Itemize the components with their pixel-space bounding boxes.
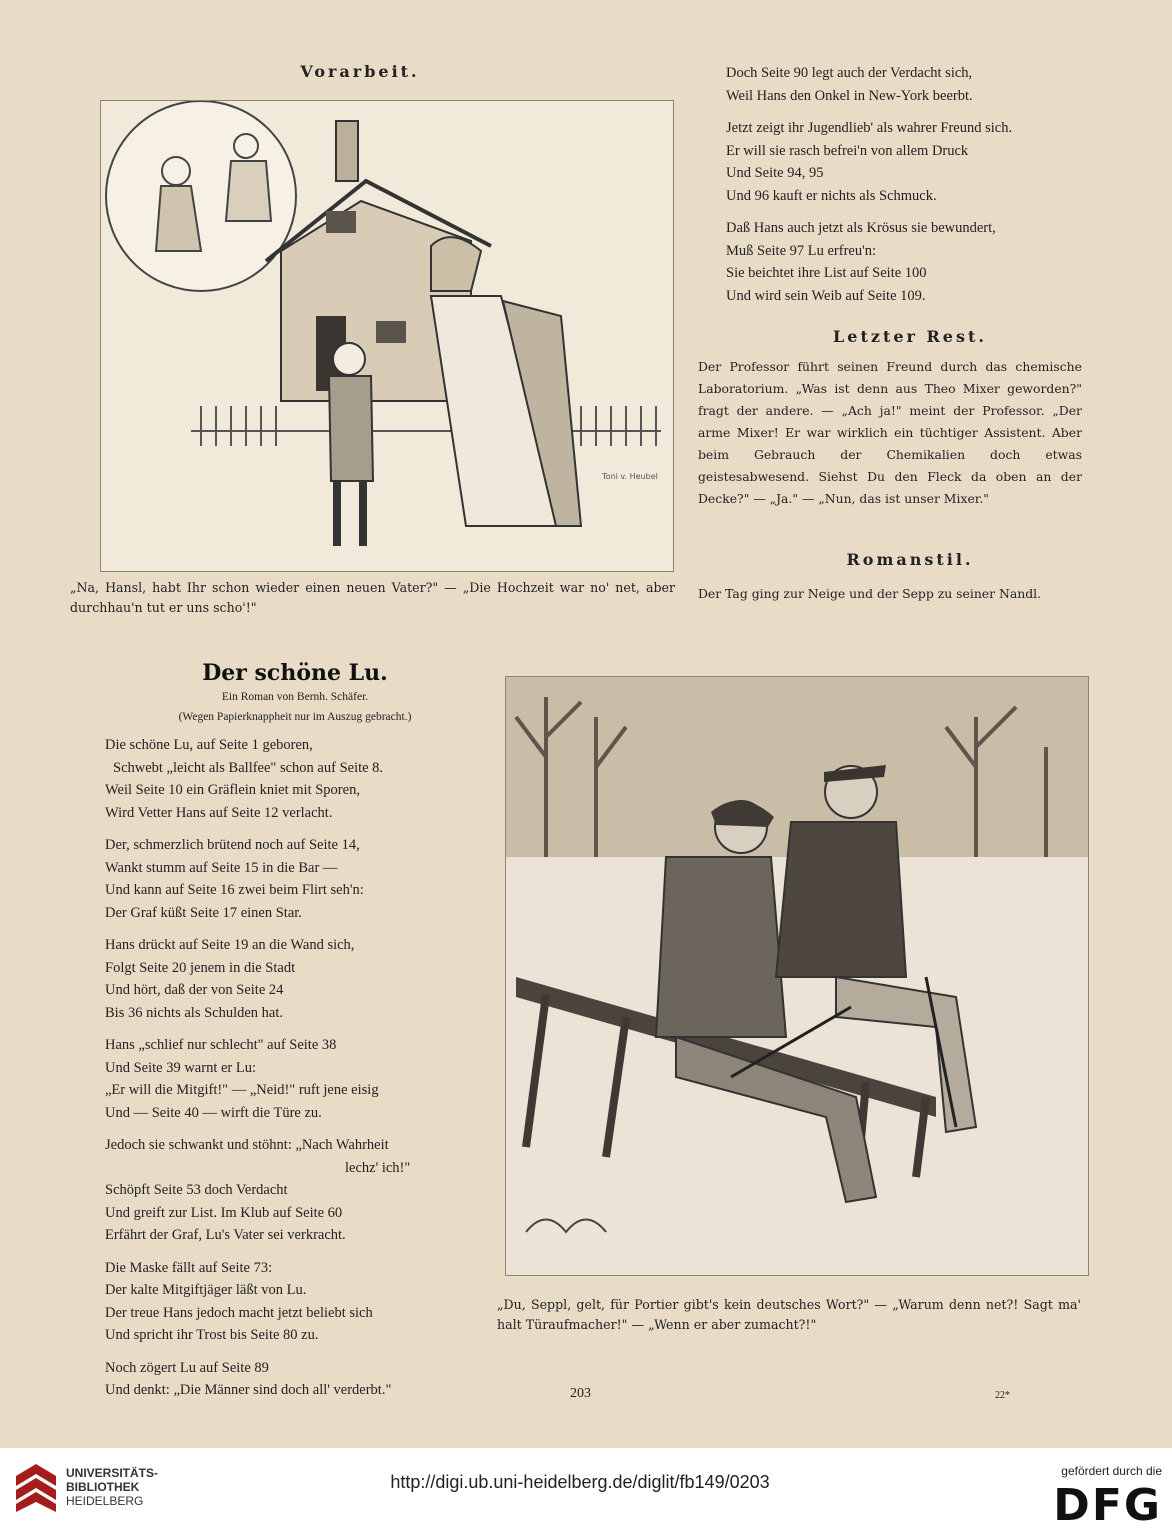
title-letzter-rest: Letzter Rest. <box>833 327 987 346</box>
poem-line: Wird Vetter Hans auf Seite 12 verlacht. <box>105 804 333 821</box>
page-number: 203 <box>570 1386 591 1401</box>
poem-line: Noch zögert Lu auf Seite 89 <box>105 1359 269 1376</box>
poem-stanza <box>726 217 1086 307</box>
library-logo-icon <box>14 1462 58 1514</box>
title-vorarbeit: Vorarbeit. <box>300 62 420 81</box>
poem-stanza <box>105 934 485 1024</box>
poem-line: Und kann auf Seite 16 zwei beim Flirt seh'n: <box>105 882 364 898</box>
poem-stanza <box>105 1357 485 1402</box>
poem-line: Er will sie rasch befrei'n von allem Druck <box>726 142 969 159</box>
cottage-drawing <box>101 101 673 571</box>
bench-drawing <box>506 677 1088 1275</box>
poem-line: Weil Hans den Onkel in New-York beerbt. <box>726 87 973 104</box>
poem-line: Muß Seite 97 Lu erfreu'n: <box>726 242 876 259</box>
poem-line: Jedoch sie schwankt und stöhnt: „Nach Wahrheit <box>105 1137 389 1153</box>
poem-line: Schwebt „leicht als Ballfee" schon auf Seite 8. <box>113 759 384 776</box>
poem-line: Wankt stumm auf Seite 15 in die Bar — <box>105 859 338 876</box>
poem-line: Der kalte Mitgiftjäger läßt von Lu. <box>105 1282 307 1298</box>
woman-headscarf <box>431 237 481 291</box>
artist-signature: Toni v. Heubel <box>602 472 658 481</box>
poem-line: Und Seite 94, 95 <box>726 165 824 181</box>
poem-line: Weil Seite 10 ein Gräflein kniet mit Sporen, <box>105 782 360 798</box>
poem-line: „Er will die Mitgift!" — „Neid!" ruft jene eisig <box>105 1082 379 1098</box>
poem-line: Hans „schlief nur schlecht" auf Seite 38 <box>105 1037 337 1053</box>
cottage-chimney <box>336 121 358 181</box>
poem-line: Erfährt der Graf, Lu's Vater sei verkracht. <box>105 1227 346 1243</box>
fence-pickets <box>201 406 656 446</box>
poem-line: Der, schmerzlich brütend noch auf Seite 14, <box>105 837 360 853</box>
library-name-line: BIBLIOTHEK <box>66 1480 140 1494</box>
poem-line: Schöpft Seite 53 doch Verdacht <box>105 1182 288 1198</box>
poem-line: Daß Hans auch jetzt als Krösus sie bewundert, <box>726 220 996 236</box>
poem-line: Und — Seite 40 — wirft die Türe zu. <box>105 1104 322 1121</box>
poem-stanza <box>105 1257 485 1347</box>
funded-by-label: gefördert durch die <box>1061 1464 1162 1478</box>
poem-line: Und denkt: „Die Männer sind doch all' verderbt." <box>105 1382 392 1398</box>
poem-line: Und greift zur List. Im Klub auf Seite 60 <box>105 1204 343 1221</box>
signature-mark: 22* <box>995 1390 1010 1401</box>
library-name-line: HEIDELBERG <box>66 1494 144 1508</box>
poem-line: Und 96 kauft er nichts als Schmuck. <box>726 187 937 204</box>
cottage-window-upper <box>326 211 356 233</box>
poem-line: lechz' ich!" <box>345 1159 411 1176</box>
boy-legs <box>337 481 363 546</box>
poem-stanza <box>105 734 485 824</box>
poem-line: Jetzt zeigt ihr Jugendlieb' als wahrer Freund sich. <box>726 120 1013 136</box>
poem-lu-continued <box>726 62 1086 317</box>
poem-line: Bis 36 nichts als Schulden hat. <box>105 1004 284 1021</box>
library-name-line: UNIVERSITÄTS- <box>66 1466 159 1480</box>
poem-stanza <box>105 834 485 924</box>
boy-head <box>333 343 365 375</box>
source-url-link[interactable]: http://digi.ub.uni-heidelberg.de/diglit/fb149/0203 <box>390 1472 770 1492</box>
illustration-bench <box>505 676 1089 1276</box>
poem-line: Und spricht ihr Trost bis Seite 80 zu. <box>105 1327 319 1343</box>
poem-line: Die schöne Lu, auf Seite 1 geboren, <box>105 737 313 753</box>
poem-line: Der Graf küßt Seite 17 einen Star. <box>105 904 302 921</box>
poem-line: Folgt Seite 20 jenem in die Stadt <box>105 959 296 976</box>
poem-line: Der treue Hans jedoch macht jetzt beliebt sich <box>105 1304 373 1321</box>
caption-bench: „Du, Seppl, gelt, für Portier gibt's kein deutsches Wort?" — „Warum denn net?! Sagt ma' halt Türaufmacher!" — „Wenn er aber zumacht?!" <box>497 1297 1081 1332</box>
dfg-logo: DFG <box>1053 1480 1162 1531</box>
title-der-schoene-lu: Der schöne Lu. <box>202 660 388 686</box>
poem-line: Und wird sein Weib auf Seite 109. <box>726 287 926 304</box>
bubble-figure2-body <box>226 161 271 221</box>
library-name <box>66 1466 158 1508</box>
left-man-coat <box>656 857 786 1037</box>
poem-line: Und Seite 39 warnt er Lu: <box>105 1059 257 1076</box>
footer <box>0 1448 1172 1539</box>
cottage-window <box>376 321 406 343</box>
text-letzter-rest: Der Professor führt seinen Freund durch das chemische Laboratorium. „Was ist denn aus Theo Mixer geworden?" fragt der andere. — „Ach ja!" meint der Professor. „Der arme Mixer! Er war wirklich ein tüchtiger Assistent. Aber beim Gebrauch der Chemikalien doch etwas geistesabwesend. Siehst Du den Fleck da oben an der Decke?" — „Ja." — „Nun, das ist unser Mixer." <box>698 359 1082 506</box>
title-romanstil: Romanstil. <box>846 550 974 569</box>
poem-stanza <box>726 62 1086 107</box>
poem-line: Hans drückt auf Seite 19 an die Wand sich, <box>105 937 355 953</box>
poem-stanza <box>726 117 1086 207</box>
poem-stanza <box>105 1034 485 1124</box>
boy-body <box>329 376 373 481</box>
note-lu: (Wegen Papierknappheit nur im Auszug gebracht.) <box>178 711 412 723</box>
poem-line: Sie beichtet ihre List auf Seite 100 <box>726 265 927 281</box>
poem-stanza <box>105 1134 485 1247</box>
poem-line: Und hört, daß der von Seite 24 <box>105 982 284 998</box>
right-man-coat <box>776 822 906 977</box>
byline-lu: Ein Roman von Bernh. Schäfer. <box>221 691 369 703</box>
caption-vorarbeit: „Na, Hansl, habt Ihr schon wieder einen neuen Vater?" — „Die Hochzeit war no' net, aber durchhau'n tut er uns scho'!" <box>70 580 675 615</box>
illustration-cottage <box>100 100 674 572</box>
poem-line: Doch Seite 90 legt auch der Verdacht sich, <box>726 65 973 81</box>
text-romanstil: Der Tag ging zur Neige und der Sepp zu seiner Nandl. <box>698 586 1042 601</box>
poem-line: Die Maske fällt auf Seite 73: <box>105 1259 273 1276</box>
poem-lu <box>105 734 485 1412</box>
